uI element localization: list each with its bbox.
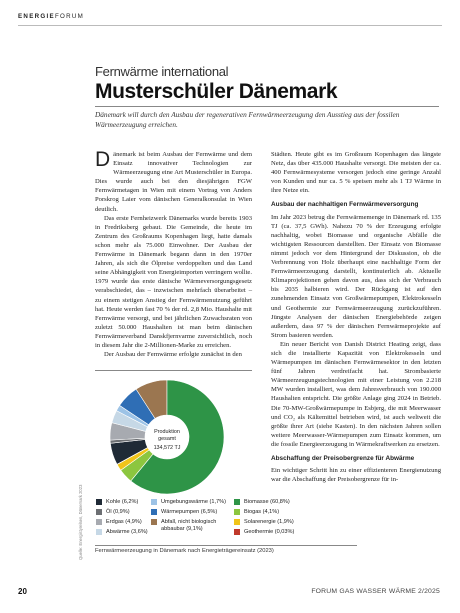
legend-swatch — [234, 509, 240, 515]
chart-source-note: Quelle: Energistyrelsen, Dänemark 2023 — [78, 484, 83, 560]
legend-label: Abwärme (3,6%) — [106, 529, 148, 535]
legend-item — [234, 529, 294, 536]
paragraph: Ein neuer Bericht von Danish District Heating zeigt, dass sich die installierte Kapazität von Elektrokesseln und Wärmepumpen im dänischen Fernwärmesektor in den letzten fünf Jahren verdreifacht hat. Strombasierte Wärmeerzeugungstechnologien mit einer Leistung von 2.218 MW wurden installiert, was dem Jahresverbrauch von 190.000 Haushalten entspricht. Die größte Anlage ging 2024 in Betrieb. Die 70-MW-Großwärmepumpe in Esbjerg, die mit Meerwasser und CO₂ als Kältemittel betrieben wird, ist auch weltweit die größte ihrer Art (siehe Kasten). In den nächsten Jahren sollen weitere Meerwasser-Wärmepumpen zum Einsatz kommen, um die fossile Energieerzeugung in Wärmekraftwerken zu ersetzen. — [271, 340, 441, 448]
paragraph-text: änemark ist beim Ausbau der Fernwärme und dem Einsatz innovativer Technologien zur Wärmeerzeugung eine Art Musterschüler in Europa. Dies wurde auch bei den diesjährigen FGW Fernwärmetagen in Wien mit einem Vortrag von Anders Porskrog Laier vom dänischen Generalkonsulat in Wien deutlich. — [95, 151, 252, 213]
section-header-rest: FORUM — [54, 13, 85, 20]
legend-label: Geothermie (0,03%) — [244, 529, 295, 535]
legend-label: Umgebungswärme (1,7%) — [161, 499, 226, 505]
figure-caption: Fernwärmeerzeugung in Dänemark nach Energieträgereinsatz (2023) — [95, 548, 274, 554]
legend-item — [96, 509, 130, 516]
legend-label: Solarenergie (1,9%) — [244, 519, 294, 525]
legend-swatch — [151, 509, 157, 515]
legend-item — [234, 519, 294, 526]
legend-swatch — [96, 509, 102, 515]
legend-label: Wärmepumpen (6,5%) — [161, 509, 218, 515]
paragraph: Der Ausbau der Fernwärme erfolgte zunächst in den — [104, 351, 242, 359]
legend-swatch — [151, 519, 157, 525]
legend-label: Öl (0,9%) — [106, 509, 130, 515]
header-divider — [18, 25, 442, 26]
subheading: Ausbau der nachhaltigen Fernwärmeversorgung — [271, 201, 419, 209]
donut-chart — [95, 375, 357, 497]
legend-label: Biogas (4,1%) — [244, 509, 280, 515]
chart-center-value: 134,572 TJ — [153, 445, 181, 451]
legend-label: Erdgas (4,9%) — [106, 519, 142, 525]
legend-label: Biomasse (60,8%) — [244, 499, 290, 505]
drop-cap: D — [95, 148, 111, 171]
legend-label: Kohle (6,2%) — [106, 499, 139, 505]
text-column-1 — [95, 150, 252, 359]
section-header — [18, 13, 84, 20]
legend-item — [96, 499, 138, 506]
chart-center-label: Produktion gesamt — [154, 429, 180, 442]
article-kicker: Fernwärme international — [95, 64, 229, 79]
subheading: Abschaffung der Preisobergrenze für Abwärme — [271, 455, 415, 462]
legend-swatch — [151, 499, 157, 505]
section-header-bold: ENERGIE — [18, 13, 55, 20]
legend-label: Abfall, nicht biologisch abbaubar (9,1%) — [161, 519, 217, 532]
caption-divider — [95, 545, 357, 546]
figure-divider — [95, 370, 252, 371]
legend-item — [151, 499, 226, 506]
legend-swatch — [96, 529, 102, 535]
legend-item — [234, 509, 279, 516]
legend-item — [96, 519, 142, 526]
legend-item — [151, 519, 216, 533]
legend-item — [151, 509, 217, 516]
paragraph: Im Jahr 2023 betrug die Fernwärmemenge in Dänemark rd. 135 TJ (ca. 37,5 GWh). Nahezu 70 % der Erzeugung erfolgte nachhaltig, wobei Biomasse und organische Abfälle die wichtigsten Ressourcen darstellten. Der Einsatz von Biomasse nimmt jedoch vor dem Hintergrund der Diskussion, ob die Verbrennung von Holz überhaupt eine nachhaltige Form der Fernwärmeerzeugung darstellt, kontinuierlich ab. Aktuelle Klimaprojektionen gehen davon aus, dass sich der Verbrauch bis 2035 halbieren wird. Der Rückgang ist auf den zunehmenden Einsatz von Großwärmepumpen, Elektrokesseln und Geothermie zur Fernwärmeerzeugung zurückzuführen. Jüngste Analysen der dänischen Energiebehörde zeigen außerdem, dass 97 % der dänischen Fernwärmeprojekte auf Strom basieren werden. — [271, 213, 441, 339]
paragraph — [95, 150, 252, 214]
paragraph: Städten. Heute gibt es im Großraum Kopenhagen das längste Netz, das über 435.000 Haushalte versorgt. Die meisten der ca. 400 Fernwärmesysteme versorgen jedoch eine geringe Anzahl von Kunden und nur ca. 5 % speisen mehr als 1 TJ Wärme in ihre Netze ein. — [271, 151, 441, 195]
legend-swatch — [234, 519, 240, 525]
legend-item — [96, 529, 148, 536]
legend-swatch — [96, 499, 102, 505]
page-number: 20 — [18, 587, 27, 596]
article-title: Musterschüler Dänemark — [95, 80, 338, 103]
legend-swatch — [234, 499, 240, 505]
legend-swatch — [96, 519, 102, 525]
article-lead: Dänemark will durch den Ausbau der regenerativen Fernwärmeerzeugung den Ausstieg aus der fossilen Wärmeerzeugung erreichen. — [95, 110, 400, 129]
magazine-name: FORUM GAS WASSER WÄRME 2/2025 — [311, 588, 440, 595]
paragraph: Ein wichtiger Schritt hin zu einer effizienteren Energienutzung war die Abschaffung der Preisobergrenze für in- — [271, 467, 441, 484]
paragraph: Das erste Fernheizwerk Dänemarks wurde bereits 1903 in Fredriksberg gebaut. Die Gemeinde, die heute im Zentrum des Großraums Kopenhagen liegt, hatte damals schon mehr als 75.000 Einwohner. Der Ausbau der Fernwärme in Dänemark begann dann in den 1970er Jahren, als sich die Ölpreise verdoppelten und das Land seine Abhängigkeit von Energieimporten verringern wollte. 1979 wurde das erste dänische Wärmeversorgungsgesetz verabschiedet, das – inzwischen mehrfach überarbeitet – zu einem stetigen Anstieg der Fernwärmenutzung geführt hat. Heute werden fast 70 % der rd. 2,8 Mio. Haushalte mit Fernwärme versorgt, und bei jährlichen Zuwachsraten von zuletzt 50.000 Haushalten ist man beim dänischen Fernwärmeverband Danskfjernvarme zuversichtlich, noch in diesem Jahr die 2-Millionen-Marke zu erreichen. — [95, 214, 252, 349]
legend-item — [234, 499, 290, 506]
legend-swatch — [234, 529, 240, 535]
lead-divider — [95, 106, 439, 107]
